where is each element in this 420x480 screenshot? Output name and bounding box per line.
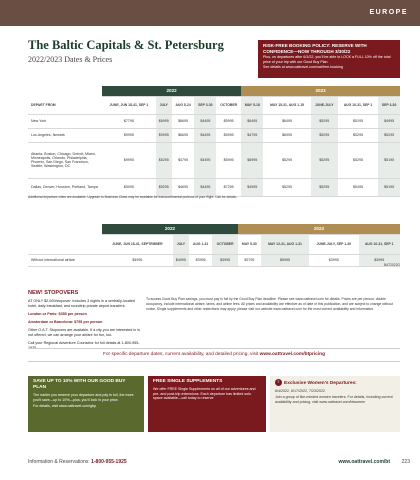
stopover-heading: NEW! STOPOVERS	[28, 290, 79, 296]
price-cell: $7795	[102, 114, 156, 128]
price-cell: $5295	[156, 178, 172, 196]
page-subtitle: 2022/2023 Dates & Prices	[28, 55, 113, 64]
price-cell: $5995	[216, 142, 241, 178]
price-cell: $5295	[338, 142, 378, 178]
table-row	[28, 254, 400, 266]
year-header-2022: 2022	[102, 86, 241, 96]
stopover-intro: AT ONLY $2,000/stopover. Includes 3 nights in a centrally-located hotel, daily breakfast, and roundtrip private airport transfers.	[28, 299, 135, 308]
price-cell: $5995	[261, 254, 309, 266]
year-header-2022: 2022	[102, 224, 238, 234]
column-header: JUNE, JUN 18-41, SEPTEMBER	[102, 234, 173, 254]
price-cell: $6695	[172, 128, 195, 142]
table-row	[28, 114, 400, 128]
womens-heading: Exclusive Women's Departures:	[284, 380, 357, 386]
price-cell: $5295	[263, 178, 310, 196]
price-cell: $5095	[102, 178, 156, 196]
single-supplements-box	[148, 376, 266, 432]
price-cell: $4995	[173, 254, 189, 266]
single-supplements-heading: FREE SINGLE SUPPLEMENTS	[153, 379, 223, 384]
column-header: JUNE-JULY	[311, 96, 338, 114]
pricing-link[interactable]: www.oattravel.com/btpricing	[259, 352, 326, 357]
column-header: JUNE-JULY, SEP 1-30	[309, 234, 358, 254]
price-cell: $5995	[216, 114, 241, 128]
year-header-2023: 2023	[241, 86, 400, 96]
womens-heading-row	[275, 379, 395, 387]
pricing-band-text: For specific departure dates, current availability, and detailed pricing, visit	[102, 352, 259, 357]
column-header: OCTOBER	[216, 96, 241, 114]
price-cell: $5295	[311, 178, 338, 196]
column-header: JULY	[156, 96, 172, 114]
price-cell: $3795	[238, 254, 261, 266]
page-number: 223	[401, 459, 410, 465]
column-header: MAY 5-18	[241, 96, 263, 114]
price-cell: $6495	[241, 114, 263, 128]
price-cell: $4995	[378, 114, 400, 128]
price-cell: $5195	[378, 178, 400, 196]
stopover-price: $755 per person	[74, 320, 103, 324]
promo-link[interactable]: See details at www.oattravel.com/oat/free-booking	[263, 65, 343, 70]
promo-heading: RISK-FREE BOOKING POLICY: RESERVE WITH CONFIDENCE—NOW THROUGH 3/30/22	[263, 43, 367, 54]
stopover-call: Call your Regional Adventure Counselor for full details at 1-800-955-1925	[28, 341, 140, 350]
price-cell: $6495	[263, 114, 310, 128]
column-header: AUG 10-31, SEP 1	[359, 234, 400, 254]
column-header: MAY 5-30	[238, 234, 261, 254]
stopover-other: Other O.A.T. Stopovers are available. If a city you are interested in is not offered, we can arrange your airfare for fun, too.	[28, 328, 140, 337]
price-cell: $5295	[338, 128, 378, 142]
table-corner	[28, 86, 102, 96]
price-cell: $6995	[156, 114, 172, 128]
price-cell: $4795	[241, 128, 263, 142]
good-buy-plan-box	[28, 376, 144, 432]
city-cell: New York	[28, 114, 102, 128]
footer-website[interactable]: www.oattravel.com/bt	[338, 459, 390, 465]
price-cell: $3995	[359, 254, 400, 266]
single-supplements-body: We offer FREE Single Supplements on all of our adventures and pre- and post-trip extensions. Each departure has limited solo space available—call today to reserve	[153, 387, 256, 401]
table-corner	[28, 224, 102, 234]
price-cell: $5195	[338, 114, 378, 128]
womens-body: Join a group of like-minded women travelers. For details, including current availability and pricing, visit www.oattravel.com/btwomen	[275, 395, 393, 404]
stopover-city: London or Paris:	[28, 312, 58, 316]
column-header: AUG 5-24	[172, 96, 195, 114]
price-cell: $4995	[241, 178, 263, 196]
price-cell: $5295	[311, 114, 338, 128]
price-table-with-airfare	[28, 86, 400, 197]
women-icon: ♀	[276, 379, 281, 385]
price-cell: $5295	[263, 142, 310, 178]
city-cell: Los Angeles, Newark	[28, 128, 102, 142]
price-cell: $9995	[102, 128, 156, 142]
stopover-city: Amsterdam or Barcelona:	[28, 320, 74, 324]
price-cell: $4695	[172, 178, 195, 196]
price-cell: $3995	[309, 254, 358, 266]
price-cell: $6995	[263, 128, 310, 142]
year-header-2023: 2023	[238, 224, 400, 234]
womens-dates: 6/4/2022, 6/17/2022, 7/23/2022	[275, 388, 325, 393]
page-title: The Baltic Capitals & St. Petersburg	[28, 38, 224, 52]
price-cell: $3995	[189, 254, 212, 266]
depart-from-header: DEPART FROM	[28, 96, 102, 114]
footer-info-label: Information & Reservations:	[28, 459, 90, 465]
pricing-band	[28, 348, 400, 362]
top-banner	[0, 0, 420, 26]
price-cell: $5295	[311, 142, 338, 178]
price-cell: $6995	[241, 142, 263, 178]
column-header: SEP 3-30	[378, 96, 400, 114]
column-header: OCTOBER	[212, 234, 238, 254]
column-header: SEP 3-30	[194, 96, 216, 114]
column-header: MAY 12-31, AUG 1-31	[261, 234, 309, 254]
column-header: MAY 15-31, AUG 1-15	[263, 96, 310, 114]
price-cell: $9995	[156, 128, 172, 142]
footer-phone[interactable]: 1-800-955-1925	[91, 459, 127, 465]
table-row	[28, 128, 400, 142]
price-cell: $4495	[194, 142, 216, 178]
stopover-price: $355 per person	[58, 312, 87, 316]
price-cell: $4495	[194, 114, 216, 128]
price-cell: $5295	[311, 128, 338, 142]
footer-info	[28, 459, 127, 465]
good-buy-link[interactable]: For details, visit www.oattravel.com/gbp	[33, 404, 97, 409]
womens-departures-box	[270, 376, 400, 432]
price-cell: $4795	[172, 142, 195, 178]
column-header: JUNE, JUN 18-41, SEP 1	[102, 96, 156, 114]
price-cell: $4995	[102, 254, 173, 266]
price-cell: $5295	[156, 142, 172, 178]
price-cell: $7295	[216, 178, 241, 196]
price-cell: $5195	[378, 142, 400, 178]
price-table-without-airfare	[28, 224, 400, 267]
table-row	[28, 178, 400, 196]
promo-body: Plus, on departures after 6/1/22, you'll be able to LOCK a FULL 10% off the total price of your trip with our Good Buy Plan	[263, 55, 391, 64]
good-buy-body: The earlier you reserve your departure and pay in full, the more you'll save—up to 10%—plus, you'll lock in your price.	[33, 393, 134, 402]
stopover-option	[28, 312, 140, 317]
airfare-note: Additional departure cities are available. Upgrade to Business Class may be available for transcontinental portions of your flight. Call for details.	[28, 195, 237, 199]
price-cell: $6695	[172, 114, 195, 128]
price-cell: $3995	[212, 254, 238, 266]
price-cell: $4495	[194, 128, 216, 142]
table-row	[28, 142, 400, 178]
column-header: AUG 1-31	[189, 234, 212, 254]
price-cell: $4495	[194, 178, 216, 196]
region-label: EUROPE	[369, 9, 408, 16]
column-header: JULY	[173, 234, 189, 254]
stopover-option	[28, 320, 140, 325]
column-header: AUG 10-31, SEP 1	[338, 96, 378, 114]
table-code: BAT2022G	[383, 263, 400, 267]
price-cell: $9995	[102, 142, 156, 178]
price-cell: $5295	[378, 128, 400, 142]
price-cell: $5495	[338, 178, 378, 196]
price-cell: $5995	[216, 128, 241, 142]
good-buy-heading: SAVE UP TO 10% WITH OUR GOOD BUY PLAN	[33, 379, 126, 390]
stopover-section	[28, 290, 140, 354]
city-cell: Dallas, Denver, Houston, Portland, Tampa	[28, 178, 102, 196]
row-label: Without international airfare	[28, 254, 102, 266]
city-cell: Atlanta, Boston, Chicago, Detroit, Miami, Minneapolis, Orlando, Philadelphia, Phoenix, San Diego, San Francisco, Seattle, Washington, DC	[28, 142, 102, 178]
pricing-policy-text: To access Good Buy Plan savings, you must pay in full by the Good Buy Plan deadline. Please see www.oattravel.com for details. Prices are per person, double occupancy, include international airfare, taxes, and airline fees. All prices and availability are effective as of date of this publication, and are subject to change without notice. Single supplements and other restrictions may apply; please visit our website www.oattravel.com for the most current availability and information.	[146, 297, 393, 311]
promo-box	[258, 40, 400, 78]
column-header-empty	[28, 234, 102, 254]
